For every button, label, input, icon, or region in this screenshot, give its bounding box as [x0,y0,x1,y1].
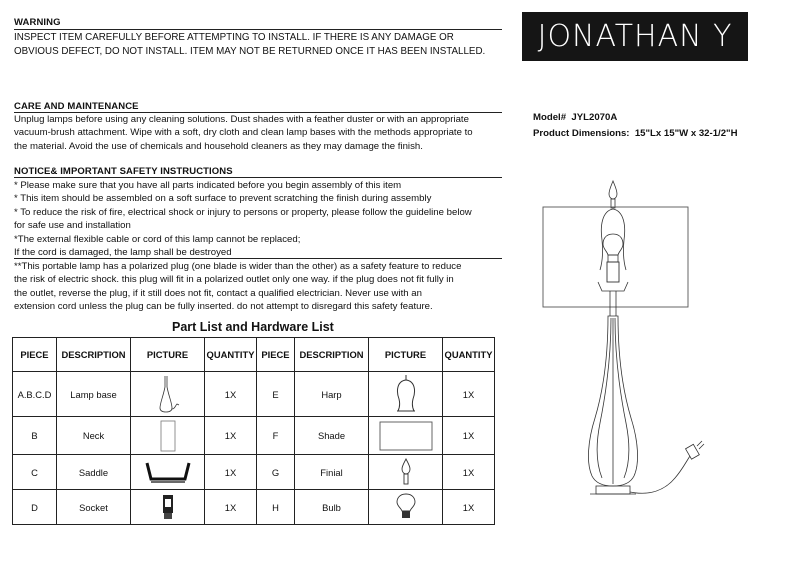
dimensions-value: 15"Lx 15"W x 32-1/2"H [634,128,738,139]
socket-drawing [607,262,619,282]
picture-cell [369,490,443,525]
description-cell: Lamp base [57,372,131,417]
quantity-cell: 1X [205,490,257,525]
header-picture: PICTURE [131,338,205,372]
parts-table [12,337,495,525]
table-row [13,455,495,490]
dimensions-label: Product Dimensions: [533,128,630,139]
piece-cell: D [13,490,57,525]
table-row [13,372,495,417]
picture-cell [131,490,205,525]
warning-text: INSPECT ITEM CAREFULLY BEFORE ATTEMPTING TO INSTALL. IF THERE IS ANY DAMAGE OR OBVIOUS DEFECT, DO NOT INSTALL. ITEM MAY NOT BE RETURNED ONCE IT HAS BEEN INSTALLED. [14,32,486,57]
shade-icon [378,419,434,453]
picture-cell [131,417,205,455]
notice-divider [14,258,502,259]
quantity-cell: 1X [205,455,257,490]
warning-heading: WARNING [14,17,61,28]
polarized-plug-text: **This portable lamp has a polarized plug (one blade is wider than the other) as a safety feature to reduce the risk of electric shock. this plug will fit in a polarized outlet only one way. if the plug does not fit fully in the outlet, reverse the plug, if it still does not fit, contact a qualified electrician. Never use with an extension cord unless the plug can be fully inserted. do not attempt to disregard this safety feature. [14,261,462,313]
piece-cell: B [13,417,57,455]
quantity-cell: 1X [205,372,257,417]
bulb-drawing [603,234,623,255]
notice-rule [14,177,502,178]
parts-table-header-row [13,338,495,372]
description-cell: Saddle [57,455,131,490]
table-row [13,490,495,525]
description-cell: Socket [57,490,131,525]
header-piece: PIECE [13,338,57,372]
description-cell: Harp [295,372,369,417]
description-cell: Finial [295,455,369,490]
piece-cell: C [13,455,57,490]
model-label: Model# [533,112,567,123]
model-value: JYL2070A [571,112,618,123]
dimensions-line [533,126,738,142]
description-cell: Bulb [295,490,369,525]
harp-icon [391,373,421,415]
warning-rule [14,29,502,30]
product-specs [533,110,738,142]
description-cell: Shade [295,417,369,455]
bulb-icon [395,492,417,522]
finial-drawing [609,181,617,199]
harp-drawing [600,209,613,270]
picture-cell [369,372,443,417]
notice-text: * Please make sure that you have all parts indicated before you begin assembly of this item * This item should be assembled on a soft surface to prevent scratching the finish during assembly * To reduce the risk of fire, electrical shock or injury to persons or property, please follow the guideline below for safe use and installation *The external flexible cable or cord of this lamp cannot be replaced; If the cord is damaged, the lamp shall be destroyed [14,180,472,259]
piece-cell: E [257,372,295,417]
brand-logo: JONATHAN Y [522,12,748,61]
notice-heading: NOTICE& IMPORTANT SAFETY INSTRUCTIONS [14,166,233,177]
table-row [13,417,495,455]
header-picture-right: PICTURE [369,338,443,372]
parts-table-title: Part List and Hardware List [172,320,334,334]
piece-cell: G [257,455,295,490]
quantity-cell: 1X [443,372,495,417]
piece-cell: F [257,417,295,455]
finial-icon [398,457,414,487]
piece-cell: A.B.C.D [13,372,57,417]
model-line [533,110,738,126]
cord-drawing [630,456,690,493]
saddle-icon [143,457,193,487]
header-quantity: QUANTITY [205,338,257,372]
picture-cell [369,455,443,490]
header-description: DESCRIPTION [57,338,131,372]
care-text: Unplug lamps before using any cleaning solutions. Dust shades with a feather duster or with an appropriate vacuum-brush attachment. Wipe with a soft, dry cloth and clean lamp bases with the methods appropriate to the material. Avoid the use of chemicals and household cleaners as they may damage the finish. [14,114,473,152]
care-heading: CARE AND MAINTENANCE [14,101,139,112]
assembled-lamp-drawing [530,178,720,508]
plug-drawing [686,444,700,459]
picture-cell [131,372,205,417]
neck-icon [158,419,178,453]
lamp-base-icon [153,373,183,415]
quantity-cell: 1X [443,490,495,525]
socket-icon [160,492,176,522]
description-cell: Neck [57,417,131,455]
quantity-cell: 1X [205,417,257,455]
header-description-right: DESCRIPTION [295,338,369,372]
picture-cell [131,455,205,490]
picture-cell [369,417,443,455]
header-piece-right: PIECE [257,338,295,372]
quantity-cell: 1X [443,417,495,455]
quantity-cell: 1X [443,455,495,490]
saddle-drawing [598,282,628,291]
shade-drawing [543,207,688,307]
piece-cell: H [257,490,295,525]
header-quantity-right: QUANTITY [443,338,495,372]
